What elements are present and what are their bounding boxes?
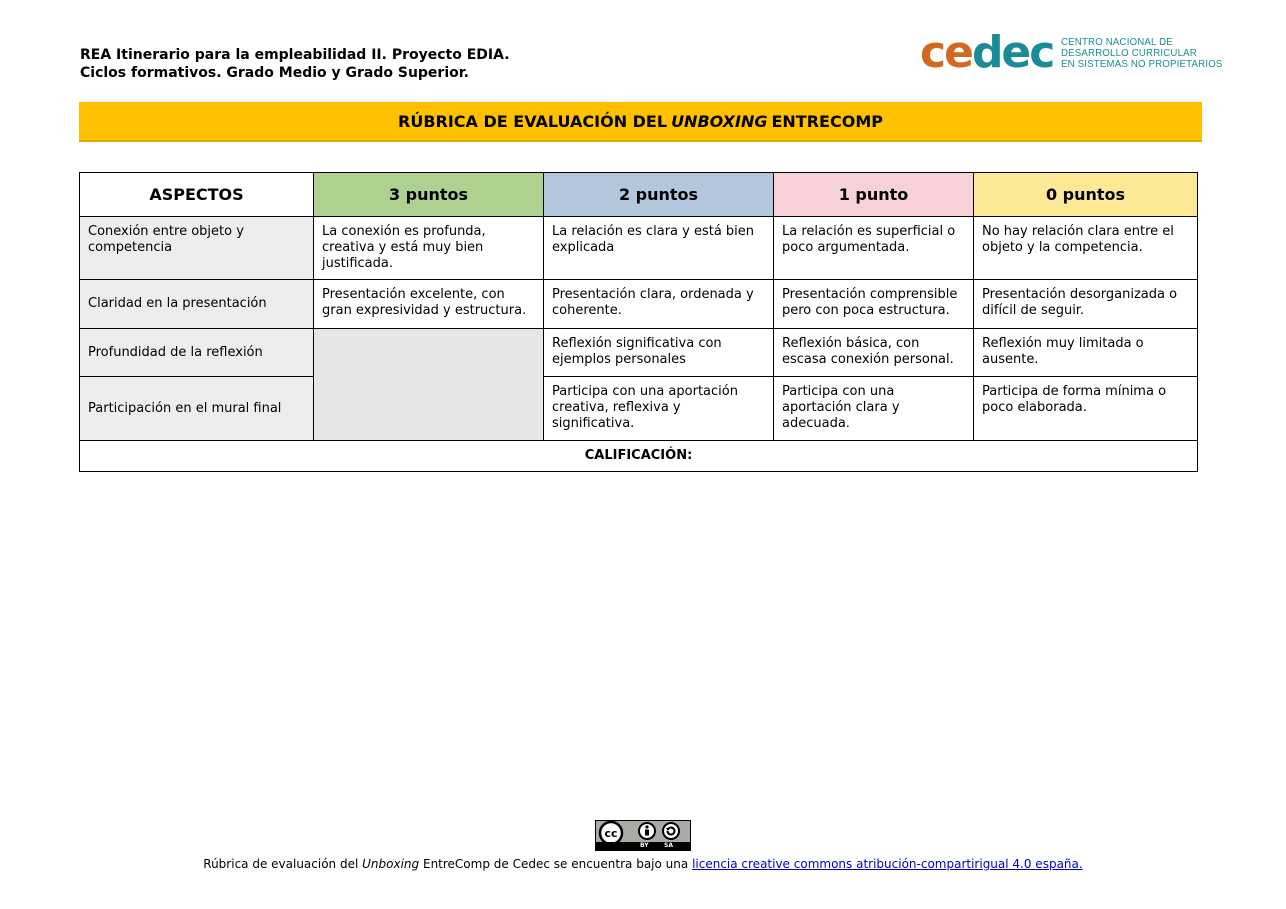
cedec-logo-subtitle: CENTRO NACIONAL DE DESARROLLO CURRICULAR EN SISTEMAS NO PROPIETARIOS	[1061, 35, 1223, 70]
cell-3-puntos: La conexión es profunda, creativa y está muy bien justificada.	[314, 217, 544, 280]
table-row	[80, 217, 1198, 280]
cell-1-punto: La relación es superficial o poco argumentada.	[774, 217, 974, 280]
cell-3-puntos-empty	[314, 329, 544, 441]
cedec-logo	[920, 27, 1237, 78]
cell-0-puntos: Reflexión muy limitada o ausente.	[974, 329, 1198, 377]
cell-2-puntos: La relación es clara y está bien explicada	[544, 217, 774, 280]
cell-1-punto: Reflexión básica, con escasa conexión personal.	[774, 329, 974, 377]
aspect-cell: Profundidad de la reflexión	[80, 329, 314, 377]
calificacion-row	[80, 441, 1198, 472]
header-1-punto: 1 punto	[774, 173, 974, 217]
table-row	[80, 280, 1198, 329]
cell-2-puntos: Presentación clara, ordenada y coherente.	[544, 280, 774, 329]
header-2-puntos: 2 puntos	[544, 173, 774, 217]
aspect-cell: Conexión entre objeto y competencia	[80, 217, 314, 280]
badge-by-label: BY	[640, 842, 649, 849]
table-row	[80, 329, 1198, 377]
document-header	[80, 46, 510, 82]
calificacion-label: CALIFICACIÓN:	[80, 441, 1198, 472]
cell-0-puntos: Presentación desorganizada o difícil de seguir.	[974, 280, 1198, 329]
table-header-row	[80, 173, 1198, 217]
header-aspectos: ASPECTOS	[80, 173, 314, 217]
cell-0-puntos: Participa de forma mínima o poco elaborada.	[974, 377, 1198, 441]
aspect-cell: Participación en el mural final	[80, 377, 314, 441]
cell-1-punto: Presentación comprensible pero con poca estructura.	[774, 280, 974, 329]
header-line-1: REA Itinerario para la empleabilidad II. Proyecto EDIA.	[80, 47, 510, 63]
cell-3-puntos: Presentación excelente, con gran expresividad y estructura.	[314, 280, 544, 329]
header-3-puntos: 3 puntos	[314, 173, 544, 217]
cell-2-puntos: Participa con una aportación creativa, reflexiva y significativa.	[544, 377, 774, 441]
license-link[interactable]: licencia creative commons atribución-compartirigual 4.0 españa.	[692, 857, 1083, 871]
badge-sa-label: SA	[664, 842, 673, 849]
table-row	[80, 377, 1198, 441]
header-0-puntos: 0 puntos	[974, 173, 1198, 217]
cc-icon	[596, 821, 689, 843]
rubric-table	[79, 172, 1198, 472]
aspect-cell: Claridad en la presentación	[80, 280, 314, 329]
cc-by-sa-badge[interactable]	[595, 820, 691, 851]
svg-text:cc: cc	[604, 827, 618, 840]
cell-2-puntos: Reflexión significativa con ejemplos personales	[544, 329, 774, 377]
cell-0-puntos: No hay relación clara entre el objeto y la competencia.	[974, 217, 1198, 280]
license-text: Rúbrica de evaluación del Unboxing EntreComp de Cedec se encuentra bajo una licencia creative commons atribución-compartirigual 4.0 españa.	[203, 857, 1083, 871]
header-line-2: Ciclos formativos. Grado Medio y Grado Superior.	[80, 65, 469, 81]
cell-1-punto: Participa con una aportación clara y adecuada.	[774, 377, 974, 441]
cedec-logo-word: cedec	[920, 27, 1054, 78]
license-footer	[0, 820, 1286, 872]
rubric-title: RÚBRICA DE EVALUACIÓN DEL UNBOXING ENTRECOMP	[79, 102, 1202, 142]
